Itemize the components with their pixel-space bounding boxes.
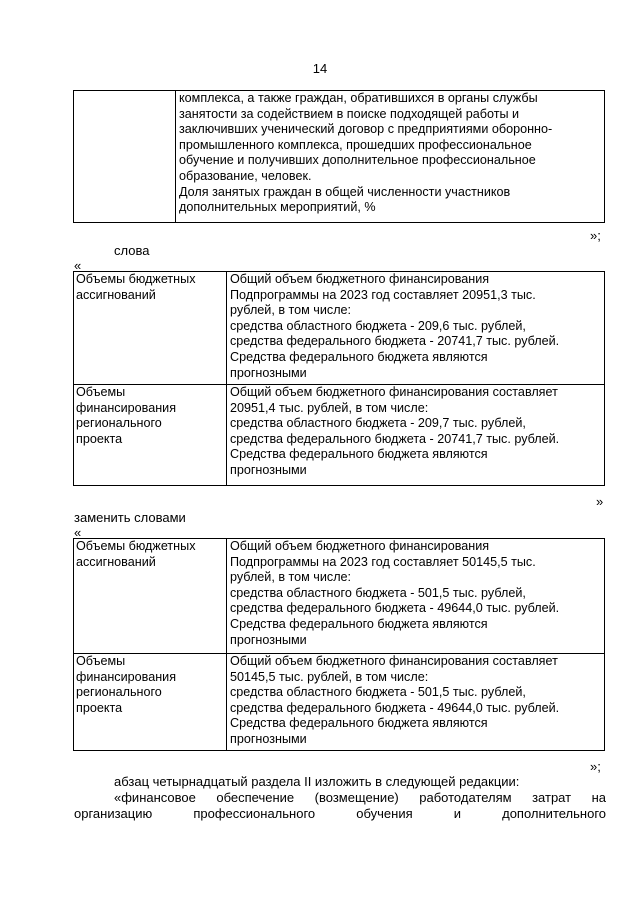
text-line: образование, человек.: [179, 168, 312, 183]
text-line: Подпрограммы на 2023 год составляет 20951,3 тыс.: [230, 287, 536, 302]
text-line: Подпрограммы на 2023 год составляет 50145,5 тыс.: [230, 554, 536, 569]
table-cell-label: [74, 272, 227, 385]
text-line: Доля занятых граждан в общей численности участников: [179, 184, 511, 199]
text-line: регионального: [76, 685, 162, 700]
closing-quote-mark: »;: [590, 759, 601, 774]
text-line: прогнозными: [230, 632, 307, 647]
text-line: Общий объем бюджетного финансирования составляет: [230, 654, 558, 668]
new-wording-table: [73, 538, 605, 751]
text-line: прогнозными: [230, 462, 307, 477]
table-row: [74, 539, 605, 654]
text-line: обучение и получивших дополнительное профессиональное: [179, 153, 536, 168]
table-cell-value: [227, 272, 605, 385]
text-line: Объемы бюджетных: [76, 539, 196, 553]
text-line: Средства федерального бюджета являются: [230, 616, 488, 631]
text-line: средства федерального бюджета - 20741,7 тыс. рублей.: [230, 431, 560, 446]
closing-quote-mark: »: [596, 494, 604, 509]
label-slova: слова: [114, 243, 150, 258]
text-line: Общий объем бюджетного финансирования составляет: [230, 385, 558, 399]
table-cell-label: [74, 539, 227, 654]
text-line: проекта: [76, 431, 123, 446]
table-row: [74, 272, 605, 385]
table-row: [74, 385, 605, 486]
text-line: средства областного бюджета - 209,6 тыс. рублей,: [230, 318, 526, 333]
text-line: прогнозными: [230, 731, 307, 746]
table-row: [74, 654, 605, 751]
opening-quote-mark: «: [74, 258, 82, 273]
text-line: дополнительных мероприятий, %: [179, 200, 376, 215]
text-line: средства областного бюджета - 501,5 тыс. рублей,: [230, 685, 526, 700]
text-line: занятости за содействием в поиске подходящей работы и: [179, 106, 520, 121]
paragraph-intro: абзац четырнадцатый раздела II изложить в следующей редакции:: [114, 774, 520, 789]
text-line: заключивших ученический договор с предприятиями оборонно-: [179, 122, 553, 137]
text-line: 50145,5 тыс. рублей, в том числе:: [230, 669, 429, 684]
text-line: 20951,4 тыс. рублей, в том числе:: [230, 400, 429, 415]
label-replace-words: заменить словами: [74, 510, 186, 525]
text-line: рублей, в том числе:: [230, 570, 352, 585]
table-cell-value: [227, 385, 605, 486]
text-line: средства федерального бюджета - 49644,0 тыс. рублей.: [230, 700, 560, 715]
text-line: промышленного комплекса, прошедших профессиональное: [179, 137, 532, 152]
text-line: ассигнований: [76, 554, 156, 569]
text-line: Общий объем бюджетного финансирования: [230, 539, 490, 553]
old-wording-table: [73, 271, 605, 486]
continuation-table-left-cell: [74, 91, 176, 223]
text-line: «финансовое обеспечение (возмещение) работодателям затрат на: [114, 790, 606, 805]
closing-quote-mark: »;: [590, 228, 601, 243]
opening-quote-mark: «: [74, 525, 82, 540]
paragraph-quote: [74, 790, 606, 822]
text-line: прогнозными: [230, 365, 307, 380]
text-line: Объемы: [76, 654, 126, 668]
text-line: средства федерального бюджета - 20741,7 тыс. рублей.: [230, 334, 560, 349]
table-cell-label: [74, 654, 227, 751]
text-line: организацию профессионального обучения и дополнительного: [74, 806, 606, 821]
text-line: рублей, в том числе:: [230, 303, 352, 318]
text-line: Общий объем бюджетного финансирования: [230, 272, 490, 286]
text-line: средства областного бюджета - 209,7 тыс. рублей,: [230, 416, 526, 431]
table-cell-value: [227, 654, 605, 751]
text-line: Средства федерального бюджета являются: [230, 716, 488, 731]
continuation-table: [73, 90, 605, 223]
text-line: проекта: [76, 700, 123, 715]
text-line: ассигнований: [76, 287, 156, 302]
text-line: Средства федерального бюджета являются: [230, 447, 488, 462]
text-line: комплекса, а также граждан, обратившихся в органы службы: [179, 91, 538, 105]
continuation-table-right-cell: [176, 91, 605, 223]
table-cell-value: [227, 539, 605, 654]
text-line: финансирования: [76, 669, 177, 684]
text-line: Средства федерального бюджета являются: [230, 349, 488, 364]
text-line: регионального: [76, 416, 162, 431]
text-line: финансирования: [76, 400, 177, 415]
text-line: Объемы бюджетных: [76, 272, 196, 286]
page-number: 14: [312, 61, 328, 76]
text-line: средства областного бюджета - 501,5 тыс. рублей,: [230, 585, 526, 600]
text-line: средства федерального бюджета - 49644,0 тыс. рублей.: [230, 601, 560, 616]
text-line: Объемы: [76, 385, 126, 399]
table-cell-label: [74, 385, 227, 486]
